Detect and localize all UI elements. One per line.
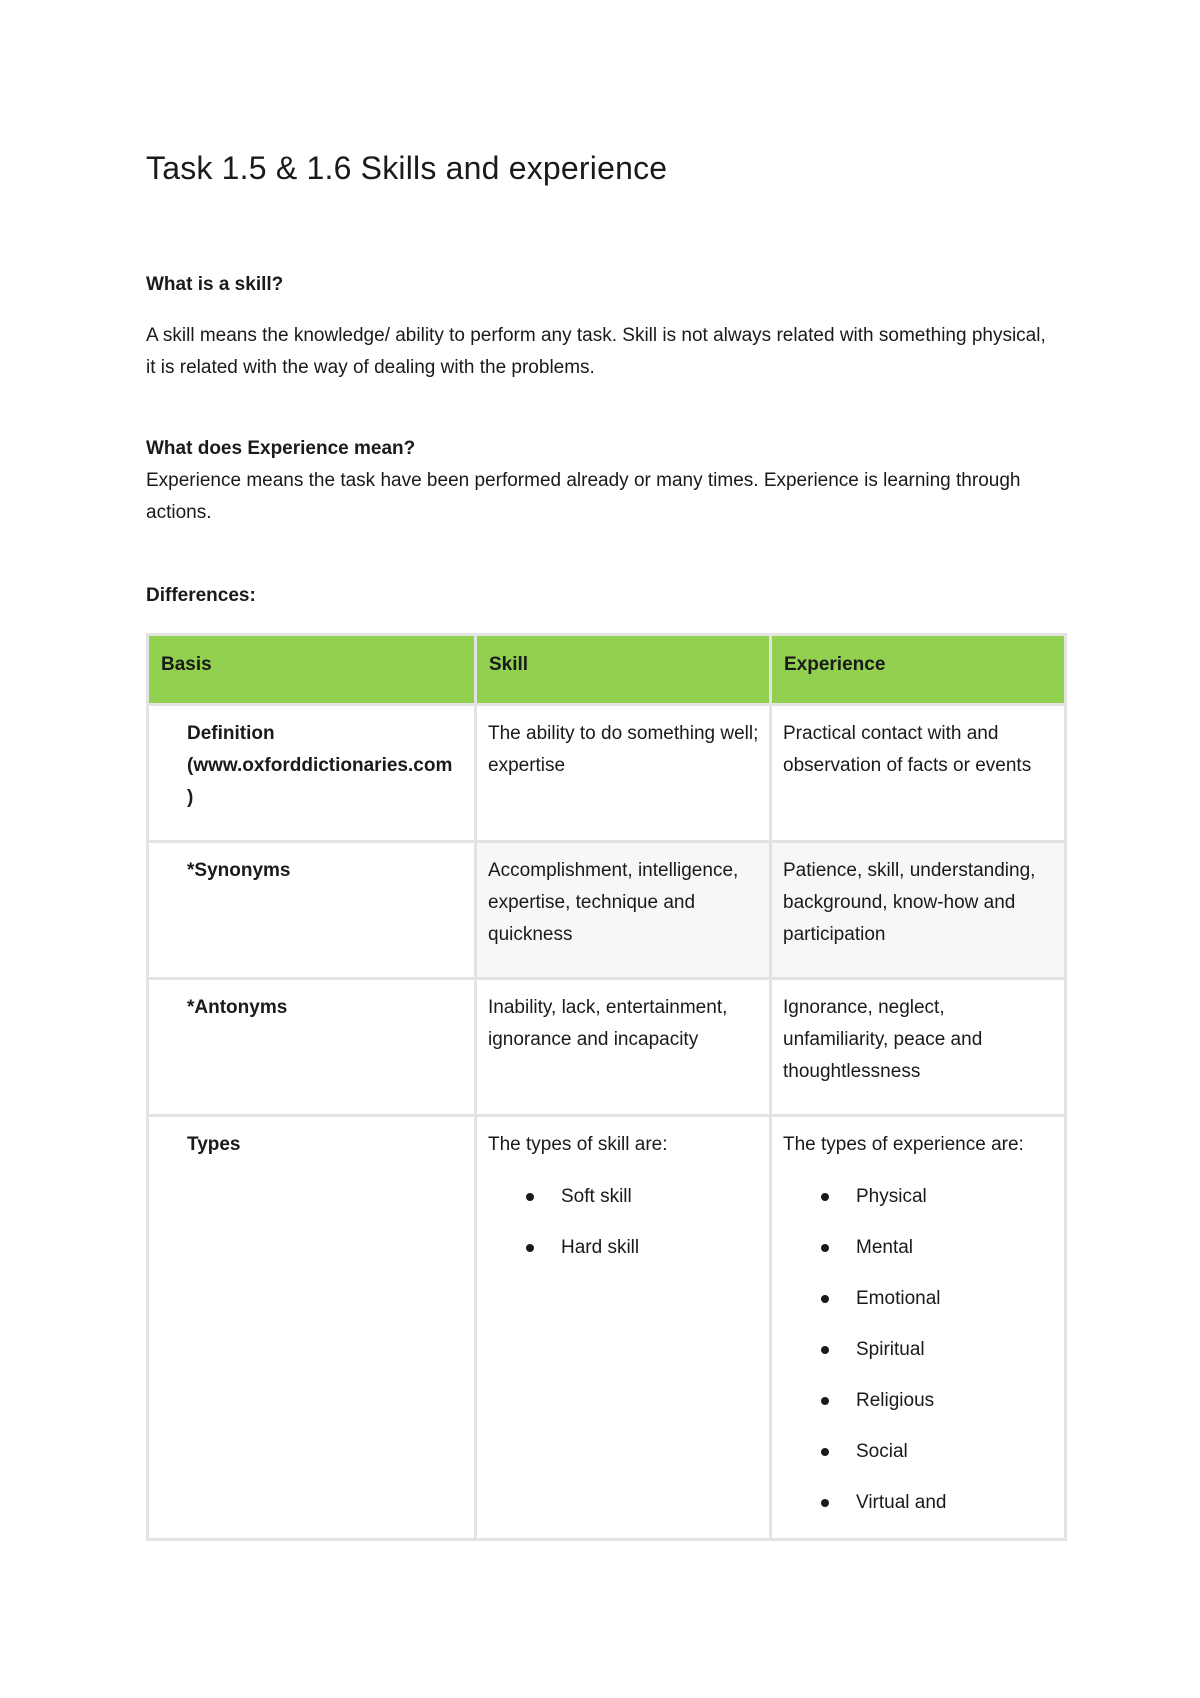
basis-cell-synonyms: *Synonyms — [148, 842, 476, 979]
header-basis: Basis — [148, 635, 476, 705]
table-row-definition — [148, 705, 1066, 842]
bullet-icon — [526, 1193, 534, 1201]
comparison-table — [146, 633, 1067, 1541]
bullet-icon — [526, 1244, 534, 1252]
experience-types-list — [783, 1181, 1054, 1519]
skill-synonyms-cell: Accomplishment, intelligence, expertise, technique and quickness — [476, 842, 771, 979]
experience-types-cell — [771, 1116, 1066, 1540]
basis-definition-source-end: ) — [187, 787, 194, 808]
basis-cell-definition — [148, 705, 476, 842]
bullet-icon — [821, 1397, 829, 1405]
basis-definition-label: Definition — [187, 723, 275, 744]
list-item: Mental — [783, 1232, 1054, 1264]
differences-heading: Differences: — [146, 585, 256, 606]
skill-question-heading: What is a skill? — [146, 274, 284, 295]
table-row-antonyms — [148, 979, 1066, 1116]
list-item: Soft skill — [488, 1181, 759, 1213]
bullet-icon — [821, 1448, 829, 1456]
experience-synonyms-cell: Patience, skill, understanding, background, know-how and participation — [771, 842, 1066, 979]
bullet-icon — [821, 1244, 829, 1252]
skill-types-cell — [476, 1116, 771, 1540]
bullet-icon — [821, 1193, 829, 1201]
basis-cell-antonyms: *Antonyms — [148, 979, 476, 1116]
basis-definition-source: (www.oxforddictionaries.com — [187, 755, 453, 776]
table-header-row — [148, 635, 1066, 705]
list-item: Spiritual — [783, 1334, 1054, 1366]
table-row-synonyms — [148, 842, 1066, 979]
experience-antonyms-cell: Ignorance, neglect, unfamiliarity, peace and thoughtlessness — [771, 979, 1066, 1116]
bullet-icon — [821, 1499, 829, 1507]
skill-types-list — [488, 1181, 759, 1264]
table-row-types — [148, 1116, 1066, 1540]
experience-types-intro: The types of experience are: — [783, 1134, 1024, 1155]
experience-definition-cell: Practical contact with and observation of facts or events — [771, 705, 1066, 842]
page-title: Task 1.5 & 1.6 Skills and experience — [146, 150, 668, 186]
bullet-icon — [821, 1295, 829, 1303]
list-item: Physical — [783, 1181, 1054, 1213]
list-item: Hard skill — [488, 1232, 759, 1264]
skill-types-intro: The types of skill are: — [488, 1134, 668, 1155]
list-item: Emotional — [783, 1283, 1054, 1315]
skill-answer-paragraph: A skill means the knowledge/ ability to perform any task. Skill is not always related with something physical, it is related with the way of dealing with the problems. — [146, 325, 1046, 378]
list-item: Social — [783, 1436, 1054, 1468]
list-item: Virtual and — [783, 1487, 1054, 1519]
bullet-icon — [821, 1346, 829, 1354]
skill-antonyms-cell: Inability, lack, entertainment, ignorance and incapacity — [476, 979, 771, 1116]
skill-definition-cell: The ability to do something well; expertise — [476, 705, 771, 842]
header-skill: Skill — [476, 635, 771, 705]
header-experience: Experience — [771, 635, 1066, 705]
list-item: Religious — [783, 1385, 1054, 1417]
basis-cell-types: Types — [148, 1116, 476, 1540]
experience-answer-paragraph: Experience means the task have been performed already or many times. Experience is learning through actions. — [146, 470, 1021, 523]
experience-question-heading: What does Experience mean? — [146, 438, 416, 459]
